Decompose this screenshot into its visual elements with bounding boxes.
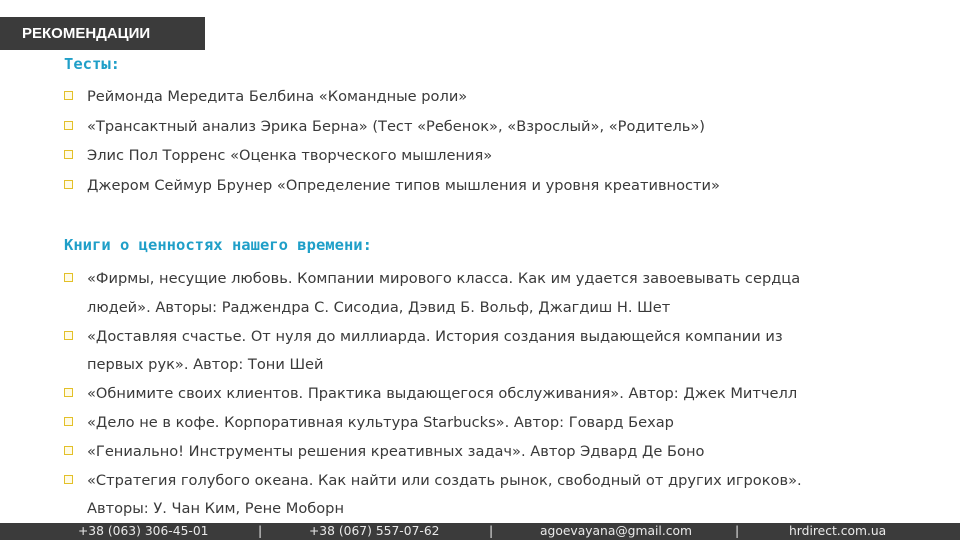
list-item-line: «Дело не в кофе. Корпоративная культура Starbucks». Автор: Говард Бехар xyxy=(87,413,674,431)
checkbox-bullet-icon xyxy=(64,180,73,189)
checkbox-bullet-icon xyxy=(64,388,73,397)
list-item-line: «Доставляя счастье. От нуля до миллиарда. История создания выдающейся компании из xyxy=(87,327,783,345)
list-item-line: «Гениально! Инструменты решения креативных задач». Автор Эдвард Де Боно xyxy=(87,442,705,460)
list-item-text: Джером Сеймур Брунер «Определение типов мышления и уровня креативности» xyxy=(87,176,720,194)
list-item-text: Реймонда Мередита Белбина «Командные роли» xyxy=(87,88,468,105)
footer-phone-2[interactable]: +38 (067) 557-07-62 xyxy=(309,524,440,538)
footer-phone-1[interactable]: +38 (063) 306-45-01 xyxy=(78,524,209,538)
checkbox-bullet-icon xyxy=(64,273,73,282)
footer-separator: | xyxy=(489,524,494,538)
list-item xyxy=(64,380,802,409)
footer-separator: | xyxy=(258,524,263,538)
list-item xyxy=(64,116,720,146)
checkbox-bullet-icon xyxy=(64,121,73,130)
list-item-line: «Стратегия голубого океана. Как найти или создать рынок, свободный от других игроков». xyxy=(87,471,802,489)
list-item-text: Элис Пол Торренс «Оценка творческого мышления» xyxy=(87,147,493,164)
books-title: Книги о ценностях нашего времени: xyxy=(64,236,372,254)
list-item-line: людей». Авторы: Раджендра С. Сисодиа, Дэвид Б. Вольф, Джагдиш Н. Шет xyxy=(87,298,671,316)
footer-separator: | xyxy=(735,524,740,538)
checkbox-bullet-icon xyxy=(64,446,73,455)
list-item xyxy=(64,323,802,381)
checkbox-bullet-icon xyxy=(64,91,73,100)
list-item xyxy=(64,175,720,205)
tests-title: Тесты: xyxy=(64,55,120,73)
section-header-tab: РЕКОМЕНДАЦИИ xyxy=(0,17,205,50)
list-item xyxy=(64,438,802,467)
list-item xyxy=(64,145,720,175)
list-item-line: «Фирмы, несущие любовь. Компании мирового класса. Как им удается завоевывать сердца xyxy=(87,270,801,287)
checkbox-bullet-icon xyxy=(64,417,73,426)
checkbox-bullet-icon xyxy=(64,475,73,484)
tests-list xyxy=(64,86,720,204)
footer-email[interactable]: agoevayana@gmail.com xyxy=(540,524,693,538)
list-item xyxy=(64,265,802,323)
list-item xyxy=(64,467,802,525)
list-item xyxy=(64,409,802,438)
list-item-line: «Обнимите своих клиентов. Практика выдающегося обслуживания». Автор: Джек Митчелл xyxy=(87,385,798,403)
books-list xyxy=(64,265,802,524)
list-item-line: Авторы: У. Чан Ким, Рене Моборн xyxy=(87,500,344,518)
footer-website[interactable]: hrdirect.com.ua xyxy=(789,524,887,538)
checkbox-bullet-icon xyxy=(64,331,73,340)
footer-contact-bar xyxy=(0,523,960,540)
list-item xyxy=(64,86,720,116)
list-item-line: первых рук». Автор: Тони Шей xyxy=(87,356,324,374)
list-item-text: «Трансактный анализ Эрика Берна» (Тест «Ребенок», «Взрослый», «Родитель») xyxy=(87,117,705,135)
checkbox-bullet-icon xyxy=(64,150,73,159)
